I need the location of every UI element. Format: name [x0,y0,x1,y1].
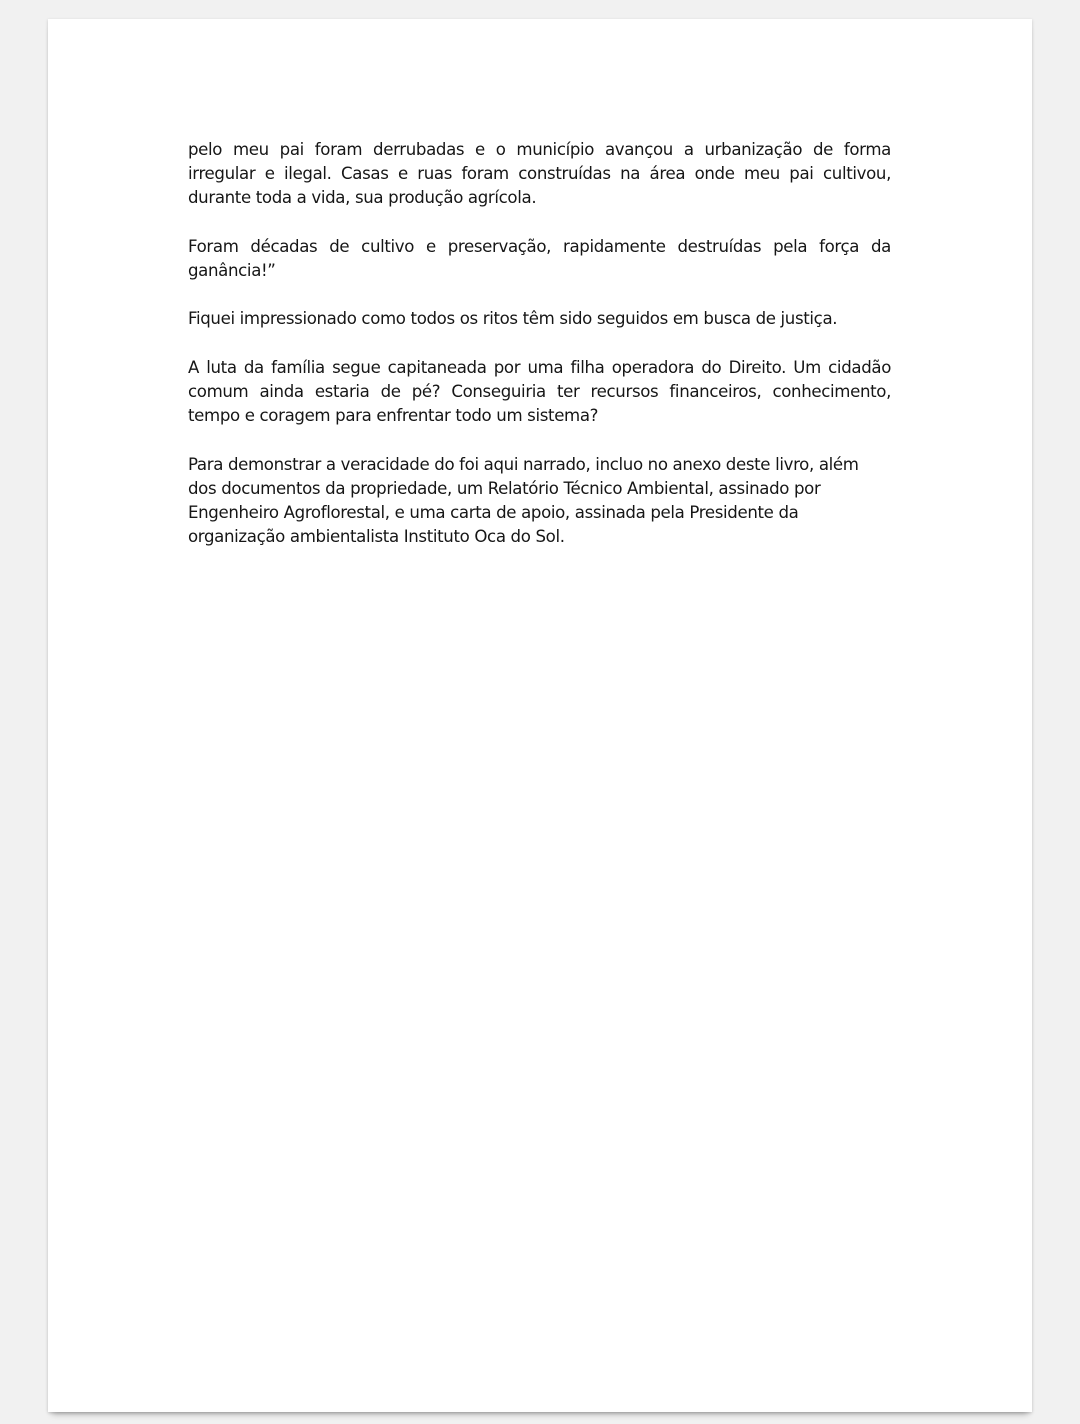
paragraph-5: Para demonstrar a veracidade do foi aqui narrado, incluo no anexo deste livro, além dos documentos da propriedade, um Relatório Técnico Ambiental, assinado por Engenheiro Agroflorestal, e uma carta de apoio, assinada pela Presidente da organização ambientalista Instituto Oca do Sol. [188,454,859,547]
page-body [188,138,891,574]
paragraph-3: Fiquei impressionado como todos os ritos têm sido seguidos em busca de justiça. [188,309,838,329]
paragraph-1: pelo meu pai foram derrubadas e o município avançou a urbanização de forma irregular e ilegal. Casas e ruas foram construídas na área onde meu pai cultivou, durante toda a vida, sua produção agrícola. [188,140,891,208]
paragraph-4: A luta da família segue capitaneada por uma filha operadora do Direito. Um cidadão comum ainda estaria de pé? Conseguiria ter recursos financeiros, conhecimento, tempo e coragem para enfrentar todo um sistema? [188,357,891,426]
document-page [48,19,1032,1412]
paragraph-2: Foram décadas de cultivo e preservação, rapidamente destruídas pela força da ganância!” [188,236,891,280]
